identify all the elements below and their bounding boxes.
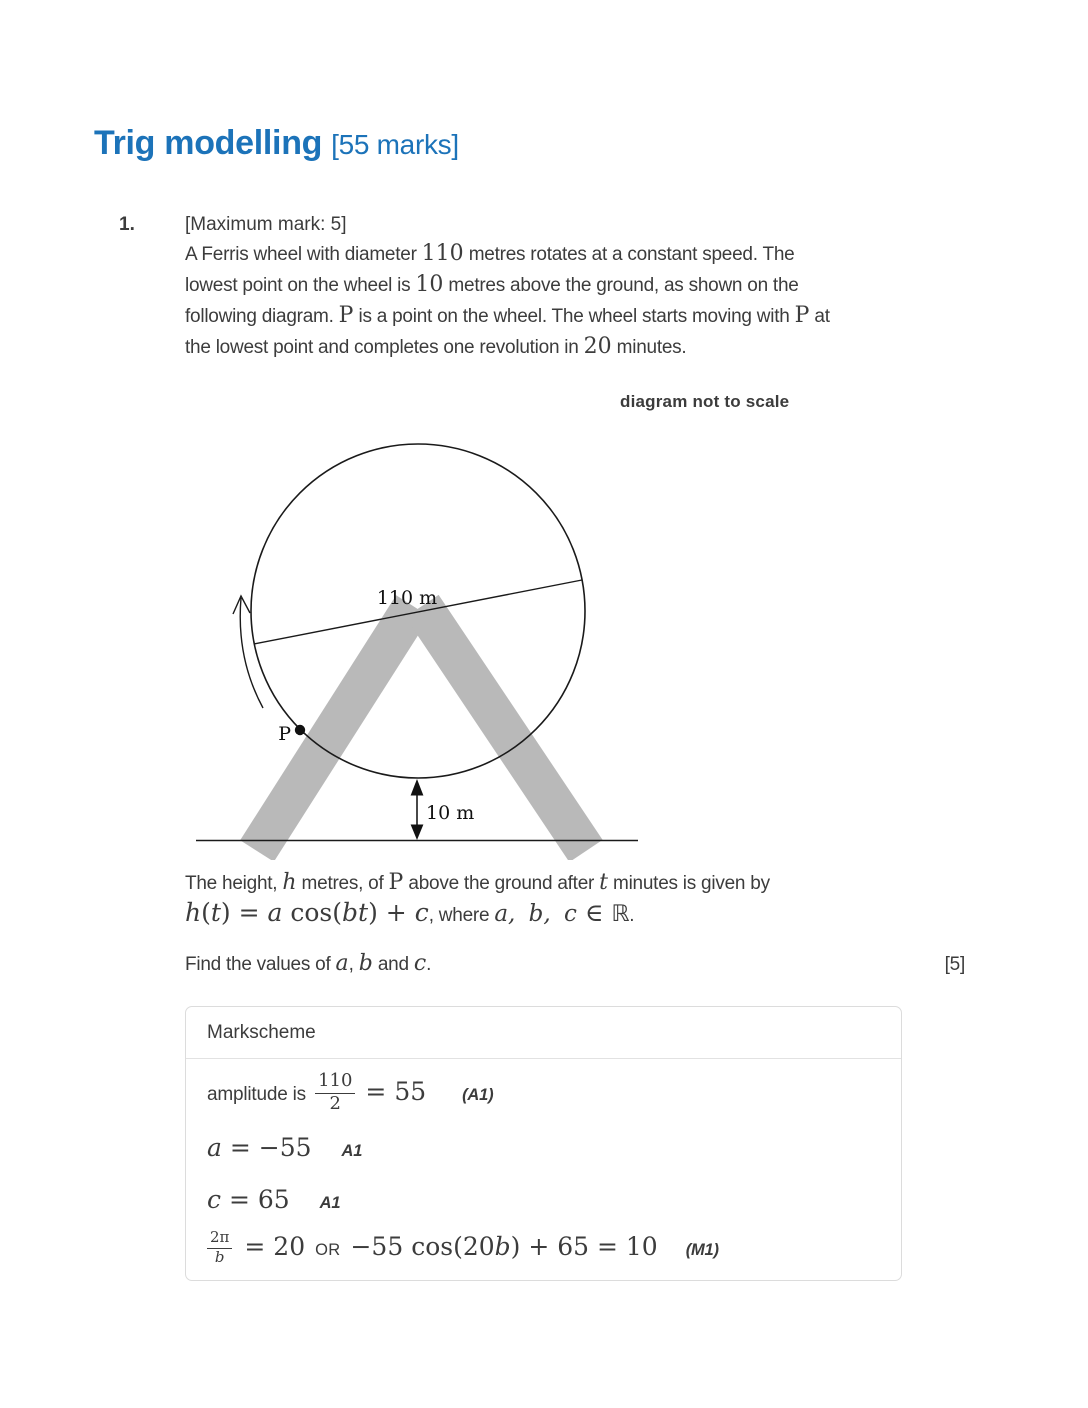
height-sentence [185,872,770,895]
page-title-text: Trig modelling [94,124,323,162]
mark-code: A1 [319,1194,341,1212]
math-var: t [210,898,221,927]
math-element-of: ∈ [576,898,612,927]
text-segment: , [348,954,359,975]
fraction [315,1072,355,1114]
point-p-label: P [278,723,291,745]
text-segment: amplitude is [207,1084,312,1106]
intro-segment: metres above the ground, as shown on the following diagram. [185,275,799,327]
max-mark-label: [Maximum mark: 5] [185,214,347,235]
math-point-p: P [338,303,354,328]
page-title [94,124,459,163]
not-to-scale-label: diagram not to scale [620,392,790,411]
question-intro [185,239,845,363]
math-op: cos( [282,898,343,927]
math-expression: = 55 [365,1077,427,1107]
math-var: c [413,951,427,976]
math-var: a [335,951,349,976]
text-segment: minutes is given by [607,873,770,894]
text-segment: , where [428,905,495,926]
intro-segment: metres rotates at a constant speed. The lowest point on the wheel is [185,244,795,296]
math-var: bt [342,898,369,927]
formula-line [185,899,634,933]
math-var-list: a, b, c [494,901,577,927]
math-expression: = 65 [221,1185,290,1214]
math-point-p: P [388,870,404,895]
intro-segment: A Ferris wheel with diameter [185,244,422,265]
fraction-numerator: 110 [315,1072,355,1094]
math-var-t: t [599,870,608,895]
math-number: 10 [415,272,444,297]
fraction [207,1230,232,1266]
math-var: a [267,898,283,927]
text-segment: Find the values of [185,954,336,975]
intro-segment: is a point on the wheel. The wheel starts moving with [353,306,795,327]
text-segment: . [426,954,432,975]
math-point-p: P [794,303,810,328]
text-segment: and [372,954,414,975]
markscheme-header: Markscheme [186,1007,901,1059]
markscheme-line-b [207,1228,719,1269]
fraction-denominator: b [214,1247,225,1266]
math-var-h: h [282,870,297,895]
ferris-wheel-diagram [180,430,650,860]
math-expression: −55 cos(20 [350,1231,495,1261]
diameter-label: 110 m [376,587,438,609]
math-var: b [358,951,373,976]
math-expression: = −55 [221,1133,312,1162]
intro-segment: at the lowest point and completes one revolution in [185,306,830,358]
height-arrowhead-bottom-icon [411,825,424,841]
find-values-row [185,953,965,976]
mark-code: (A1) [462,1086,494,1105]
point-p-dot [295,725,305,735]
find-values-text [185,953,431,976]
math-var: b [494,1231,511,1261]
math-var: h [185,898,202,927]
markscheme-line-a [207,1135,362,1161]
text-segment: The height, [185,873,283,894]
math-expression: = 20 [244,1231,306,1261]
text-segment: . [629,905,635,926]
math-number: 20 [583,334,612,359]
height-arrowhead-top-icon [411,779,424,796]
math-op: ) = [220,898,268,927]
intro-segment: minutes. [611,337,687,358]
math-expression: ) + 65 = 10 [510,1231,658,1261]
math-op: ) + [368,898,415,927]
markscheme-panel [185,1006,902,1281]
fraction-numerator: 2π [207,1230,232,1249]
math-op: ( [201,898,211,927]
markscheme-line-amplitude [207,1070,494,1117]
math-number: 110 [421,241,464,266]
mark-code: A1 [341,1142,363,1160]
total-marks-badge: [55 marks] [331,129,459,160]
or-connector: OR [315,1240,341,1259]
math-var: c [207,1185,222,1214]
math-var: c [414,898,429,927]
question-number: 1. [119,214,135,235]
math-var: a [207,1133,222,1162]
mark-code: (M1) [685,1240,719,1259]
fraction-denominator: 2 [329,1092,341,1114]
math-real-numbers-symbol: ℝ [611,901,630,927]
part-marks-badge: [5] [944,954,965,975]
markscheme-line-c [207,1187,340,1213]
text-segment: above the ground after [403,873,600,894]
height-label: 10 m [426,802,475,824]
text-segment: metres, of [296,873,389,894]
